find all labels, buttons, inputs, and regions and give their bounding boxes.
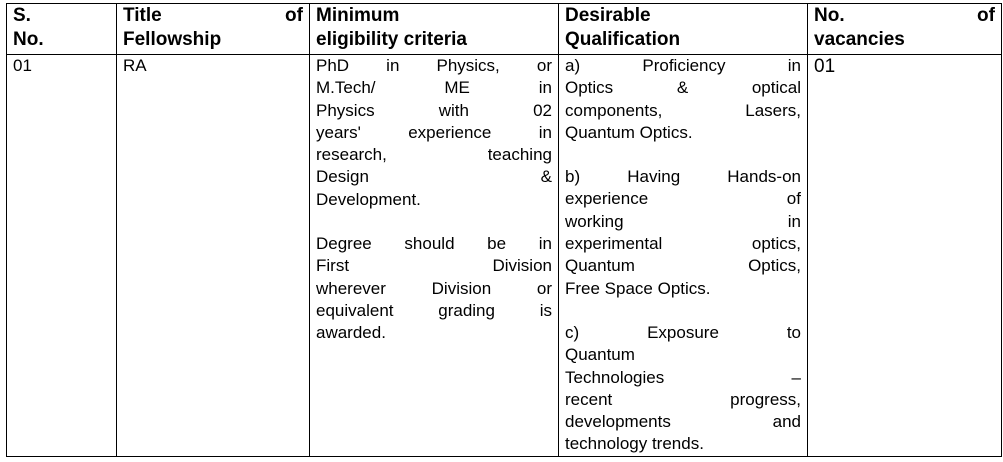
desirable-line: developments and (565, 412, 801, 432)
desirable-line: a) Proficiency in (565, 56, 801, 75)
header-sno-line1: S. (13, 5, 31, 26)
header-title (117, 4, 310, 55)
eligibility-paragraph-1 (316, 55, 552, 211)
sno-value: 01 (13, 56, 32, 75)
eligibility-line: PhD in Physics, or (316, 56, 552, 75)
desirable-item-c (565, 322, 801, 456)
header-eligibility-line2: eligibility criteria (316, 29, 467, 50)
cell-title (117, 55, 310, 457)
header-desirable-line1: Desirable (565, 5, 651, 26)
eligibility-line: research, teaching (316, 145, 552, 165)
header-desirable-line2: Qualification (565, 29, 681, 50)
title-value: RA (123, 56, 147, 75)
cell-sno (7, 55, 117, 457)
desirable-line: Quantum Optics. (565, 122, 693, 142)
desirable-line: b) Having Hands-on (565, 167, 801, 187)
eligibility-line: awarded. (316, 323, 386, 343)
desirable-line: technology trends. (565, 434, 704, 454)
desirable-line: c) Exposure to (565, 322, 801, 342)
eligibility-paragraph-2 (316, 233, 552, 344)
fellowship-table (6, 3, 1002, 457)
eligibility-line: Physics with 02 (316, 100, 552, 120)
cell-vacancies (808, 55, 1002, 457)
eligibility-line: Development. (316, 189, 421, 209)
header-sno (7, 4, 117, 55)
vacancies-value: 01 (814, 56, 836, 77)
desirable-line: components, Lasers, (565, 100, 801, 120)
header-row (7, 4, 1002, 55)
desirable-line: working in (565, 211, 801, 231)
desirable-item-b (565, 166, 801, 300)
cell-desirable (559, 55, 808, 457)
eligibility-line: wherever Division or (316, 278, 552, 298)
header-title-line1: Title of (123, 5, 303, 26)
desirable-line: Optics & optical (565, 78, 801, 98)
desirable-item-a (565, 55, 801, 144)
header-desirable (559, 4, 808, 55)
desirable-line: Quantum (565, 345, 635, 365)
eligibility-line: Degree should be in (316, 234, 552, 254)
header-vacancies-line2: vacancies (814, 29, 905, 50)
eligibility-line: M.Tech/ ME in (316, 78, 552, 98)
header-sno-line2: No. (13, 29, 44, 50)
cell-eligibility (310, 55, 559, 457)
desirable-line: Technologies – (565, 367, 801, 387)
header-vacancies-line1: No. of (814, 5, 995, 26)
header-title-line2: Fellowship (123, 29, 222, 50)
desirable-line: experimental optics, (565, 234, 801, 254)
desirable-line: Quantum Optics, (565, 256, 801, 276)
eligibility-line: Design & (316, 167, 552, 187)
header-eligibility-line1: Minimum (316, 5, 400, 26)
eligibility-line: equivalent grading is (316, 300, 552, 320)
header-vacancies (808, 4, 1002, 55)
table-row (7, 55, 1002, 457)
desirable-line: experience of (565, 189, 801, 209)
eligibility-line: First Division (316, 256, 552, 276)
desirable-line: Free Space Optics. (565, 278, 711, 298)
desirable-line: recent progress, (565, 389, 801, 409)
eligibility-line: years' experience in (316, 122, 552, 142)
header-eligibility (310, 4, 559, 55)
